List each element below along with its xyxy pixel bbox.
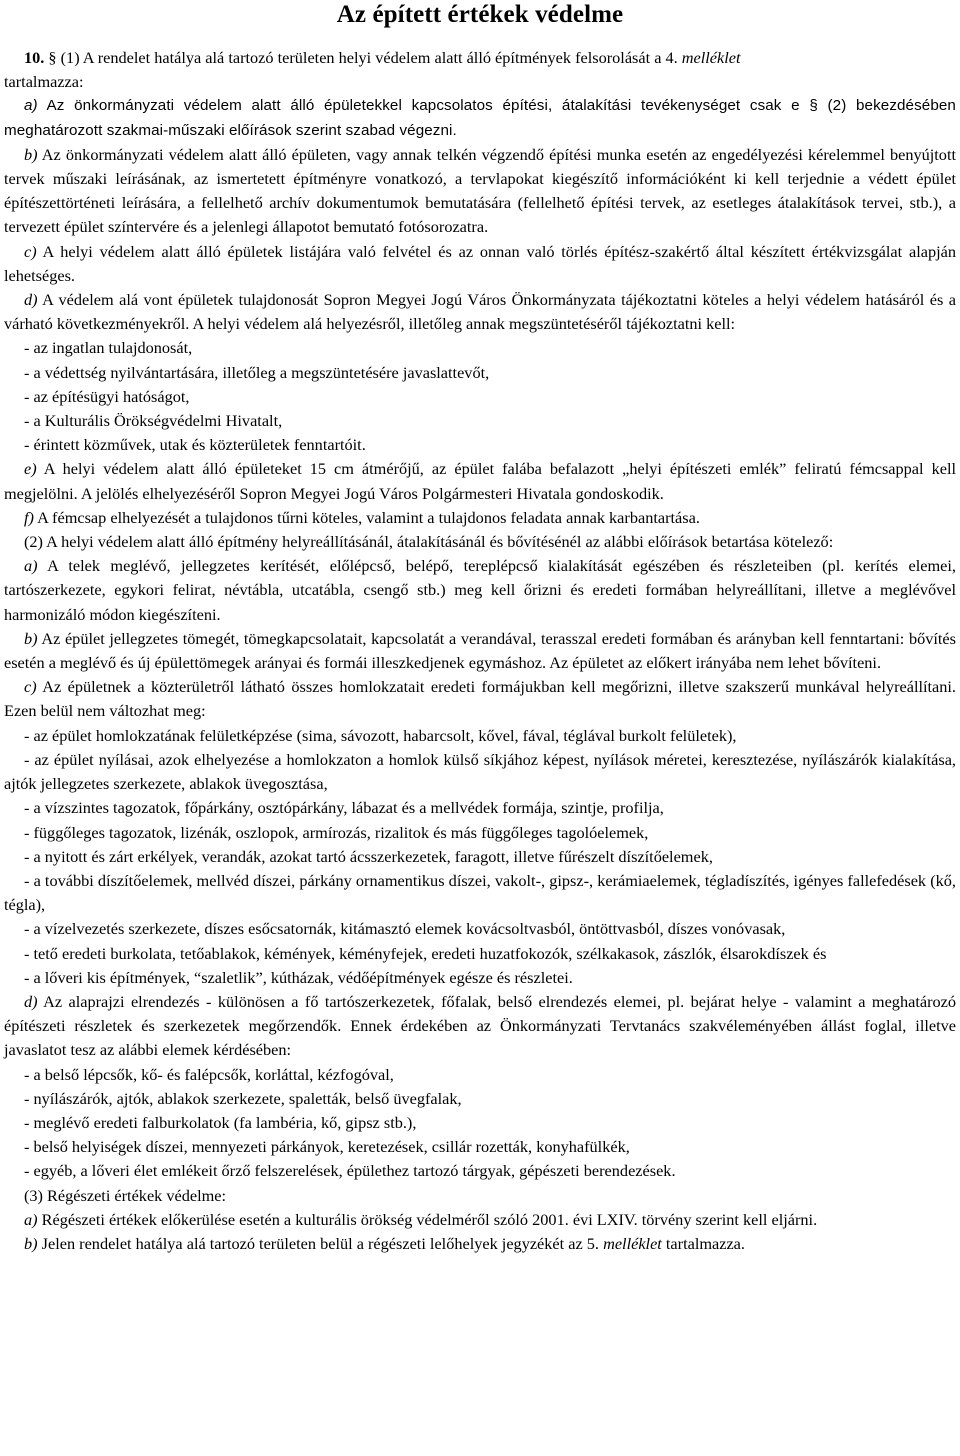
- list-item: - a vízelvezetés szerkezete, díszes esőcsatornák, kitámasztó elemek kovácsoltvasból, öntöttvasból, díszes vonóvasak,: [24, 919, 786, 939]
- clause-2b: [4, 627, 956, 675]
- clause-letter: c): [24, 241, 37, 261]
- clause-text: A telek meglévő, jellegzetes kerítését, előlépcső, belépő, tereplépcső kialakítását egészében és részleteiben (pl. kerítés elemei, tartószerkezete, egykori felirat, névtábla, utcatábla, csengő stb.) meg kell őrizni és eredeti formában helyreállítani, illetve a meglévővel harmonizáló módon kiegészíteni.: [4, 556, 956, 624]
- list-item: - a nyitott és zárt erkélyek, verandák, azokat tartó ácsszerkezetek, faragott, illetve fűrészelt díszítőelemek,: [24, 846, 713, 866]
- list-item: - az ingatlan tulajdonosát,: [24, 338, 193, 358]
- clause-text: Régészeti értékek előkerülése esetén a kulturális örökség védelméről szóló 2001. évi LXIV. törvény szerint kell eljárni.: [37, 1209, 818, 1229]
- list-item: - az építésügyi hatóságot,: [24, 386, 190, 406]
- clause-letter: a): [24, 556, 38, 576]
- clause-2a: [4, 554, 956, 627]
- clause-text: A helyi védelem alatt álló épületeket 15 cm átmérőjű, az épület falába befalazott „helyi építészeti emlék” feliratú fémcsappal kell megjelölni. A jelölés elhelyezéséről Sopron Megyei Jogú Város Polgármesteri Hivatala gondoskodik.: [4, 459, 956, 503]
- section-10-text-end: tartalmazza:: [4, 72, 84, 92]
- clause-2c: [4, 675, 956, 723]
- list-item: - egyéb, a lőveri élet emlékeit őrző felszerelések, épülethez tartozó tárgyak, gépészeti berendezések.: [24, 1161, 676, 1181]
- clause-text: Az alaprajzi elrendezés - különösen a fő tartószerkezetek, főfalak, belső elrendezés elemei, pl. bejárat helye - valamint a meghatározó építészeti részletek és szerkezetek megőrzendők. Ennek érdekében az Önkormányzati Tervtanács szakvéleményében állást foglal, illetve javaslatot tesz az alábbi elemek kérdésében:: [4, 991, 956, 1060]
- clause-letter: b): [24, 144, 38, 164]
- list-item: - az épület nyílásai, azok elhelyezése a homlokzaton a homlok külső síkjához képest, nyílások méretei, keresztezése, nyílászárók kialakítása, ajtók jellegzetes szerkezete, ablakok üvegosztása,: [4, 749, 956, 794]
- paragraph-sign: §: [48, 48, 57, 67]
- clause-text: Az épületnek a közterületről látható összes homlokzatait eredeti formájukban kell megőrizni, illetve szakszerű munkával helyreállítani. Ezen belül nem változhat meg:: [4, 677, 956, 721]
- clause-letter: c): [24, 677, 37, 697]
- list-item: - tető eredeti burkolata, tetőablakok, kémények, kéményfejek, eredeti huzatfokozók, szélkakasok, zászlók, élsarokdíszek és: [24, 943, 827, 963]
- list-item: - az épület homlokzatának felületképzése (sima, sávozott, habarcsolt, kővel, fával, téglával burkolt felületek),: [24, 725, 737, 745]
- clause-1b: [4, 143, 956, 240]
- section-10-text: (1) A rendelet hatálya alá tartozó területen helyi védelem alatt álló építmények felsorolását a 4.: [56, 48, 682, 67]
- list-item: - meglévő eredeti falburkolatok (fa lambéria, kő, gipsz stb.),: [24, 1112, 417, 1132]
- clause-letter: d): [24, 290, 38, 310]
- paragraph-sign: §: [809, 97, 818, 115]
- clause-letter: d): [24, 991, 38, 1011]
- clause-1a: [4, 94, 956, 142]
- list-item: - a belső lépcsők, kő- és falépcsők, korláttal, kézfogóval,: [24, 1064, 394, 1084]
- list-item: - függőleges tagozatok, lizénák, oszlopok, armírozás, rizalitok és más függőleges tagolóelemek,: [24, 822, 649, 842]
- clause-letter: f): [24, 507, 34, 527]
- annex-reference: melléklet: [681, 48, 741, 67]
- clause-letter: e): [24, 459, 37, 479]
- clause-1e: [4, 457, 956, 505]
- clause-text: Az önkormányzati védelem alatt álló épületekkel kapcsolatos építési, átalakítási tevékenységet csak e: [37, 97, 810, 115]
- clause-letter: a): [24, 1209, 38, 1229]
- clause-1c: [4, 240, 956, 288]
- list-item: - a lőveri kis építmények, “szaletlik”, kútházak, védőépítmények egésze és részletei.: [24, 967, 573, 987]
- list-item: - belső helyiségek díszei, mennyezeti párkányok, keretezések, csillár rozetták, konyhafülkék,: [24, 1137, 630, 1157]
- list-item: - a védettség nyilvántartására, illetőleg a megszüntetésére javaslattevőt,: [24, 362, 490, 382]
- section-10-paragraph: [4, 46, 956, 94]
- clause-text: Az önkormányzati védelem alatt álló épületen, vagy annak telkén végzendő építési munka esetén az engedélyezési kérelemmel benyújtott tervek műszaki leírásának, az ismertetett építményre vonatkozó, a tervlapokat kiegészítő információként ki kell terjednie a védett épület építészettörténeti leírására, a fellelhető archív dokumentumok bemutatására (fellelhető építési tervek, az esetleges átalakítások tervei, stb.), a tervezett épület színtervére és a jelenlegi állapotot bemutató fotósorozatra.: [4, 144, 956, 237]
- list-item: - a további díszítőelemek, mellvéd díszei, párkány ornamentikus díszei, vakolt-, gipsz-, kerámiaelemek, tégladíszítés, igényes fallefedések (kő, tégla),: [4, 870, 956, 915]
- clause-3b: [4, 1232, 956, 1256]
- clause-letter: b): [24, 1233, 38, 1253]
- clause-text: A védelem alá vont épületek tulajdonosát Sopron Megyei Jogú Város Önkormányzata tájékoztatni köteles a helyi védelem hatásáról és a várható következményekről. A helyi védelem alá helyezésről, illetőleg annak megszüntetéséről tájékoztatni kell:: [4, 290, 956, 334]
- clause-1f: [4, 506, 956, 530]
- clause-text-end: (2) bekezdésében meghatározott szakmai-műszaki előírások szerint szabad végezni.: [4, 97, 956, 139]
- clause-3a: [4, 1208, 956, 1232]
- clause-text: A helyi védelem alatt álló épületek listájára való felvétel és az onnan való törlés építész-szakértő által készített értékvizsgálat alapján lehetséges.: [4, 241, 956, 285]
- annex-reference: melléklet: [603, 1233, 662, 1253]
- page-title: Az épített értékek védelme: [336, 1, 624, 28]
- clause-text-end: tartalmazza.: [661, 1233, 745, 1253]
- clause-text: A fémcsap elhelyezését a tulajdonos tűrni köteles, valamint a tulajdonos feladata annak karbantartása.: [33, 507, 700, 527]
- clause-text: Az épület jellegzetes tömegét, tömegkapcsolatait, kapcsolatát a verandával, terasszal eredeti formában és arányban kell fenntartani: bővítés esetén a meglévő és új épülettömegek arányai és formái illeszkedjenek egymáshoz. Az épületet az előkert irányába nem lehet bővíteni.: [4, 628, 956, 673]
- list-item: - a vízszintes tagozatok, főpárkány, osztópárkány, lábazat és a mellvédek formája, szintje, profilja,: [24, 798, 664, 818]
- section-10-paragraph-3: (3) Régészeti értékek védelme:: [24, 1185, 227, 1205]
- clause-text: Jelen rendelet hatálya alá tartozó területen belül a régészeti lelőhelyek jegyzékét az 5.: [37, 1233, 604, 1253]
- section-number: 10.: [24, 48, 49, 67]
- clause-2d: [4, 990, 956, 1063]
- clause-letter: b): [24, 628, 38, 648]
- list-item: - nyílászárók, ajtók, ablakok szerkezete, spaletták, belső üvegfalak,: [24, 1088, 462, 1108]
- list-item: - érintett közművek, utak és közterületek fenntartóit.: [24, 435, 366, 455]
- clause-letter: a): [24, 97, 38, 115]
- section-10-paragraph-2: (2) A helyi védelem alatt álló építmény helyreállításánál, átalakításánál és bővítésénél az alábbi előírások betartása kötelező:: [24, 532, 834, 552]
- list-item: - a Kulturális Örökségvédelmi Hivatalt,: [24, 411, 283, 431]
- clause-1d: [4, 288, 956, 336]
